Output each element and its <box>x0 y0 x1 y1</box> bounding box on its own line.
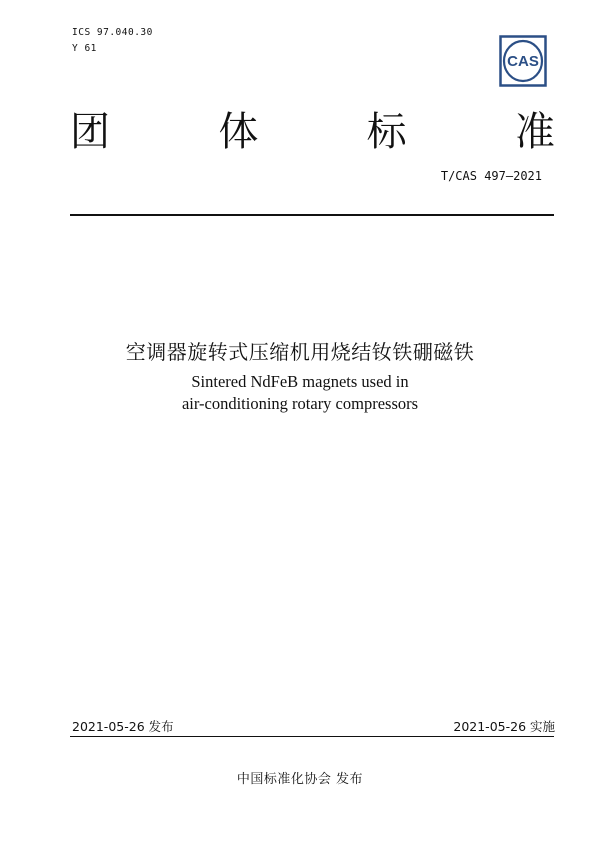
standard-type-title <box>70 104 555 160</box>
classification-codes <box>72 26 153 58</box>
header-divider <box>70 214 554 216</box>
ics-code: ICS 97.040.30 <box>72 27 153 38</box>
implement-date: 2021-05-26 实施 <box>453 719 555 734</box>
footer-divider <box>70 736 554 737</box>
standard-type-char: 准 <box>514 109 555 155</box>
publisher: 中国标准化协会 发布 <box>236 772 364 787</box>
english-title-line: air-conditioning rotary compressors <box>181 394 419 413</box>
english-title-line: Sintered NdFeB magnets used in <box>191 372 409 391</box>
standard-number: T/CAS 497—2021 <box>440 169 542 183</box>
logo-text: CAS <box>507 53 539 70</box>
standard-type-char: 标 <box>366 109 407 155</box>
english-title <box>0 371 600 415</box>
standard-type-char: 体 <box>218 109 259 155</box>
standard-type-char: 团 <box>70 109 110 155</box>
ccs-code: Y 61 <box>72 43 97 54</box>
cas-logo <box>499 35 547 87</box>
chinese-title: 空调器旋转式压缩机用烧结钕铁硼磁铁 <box>125 340 475 364</box>
issue-date: 2021-05-26 发布 <box>72 719 174 734</box>
